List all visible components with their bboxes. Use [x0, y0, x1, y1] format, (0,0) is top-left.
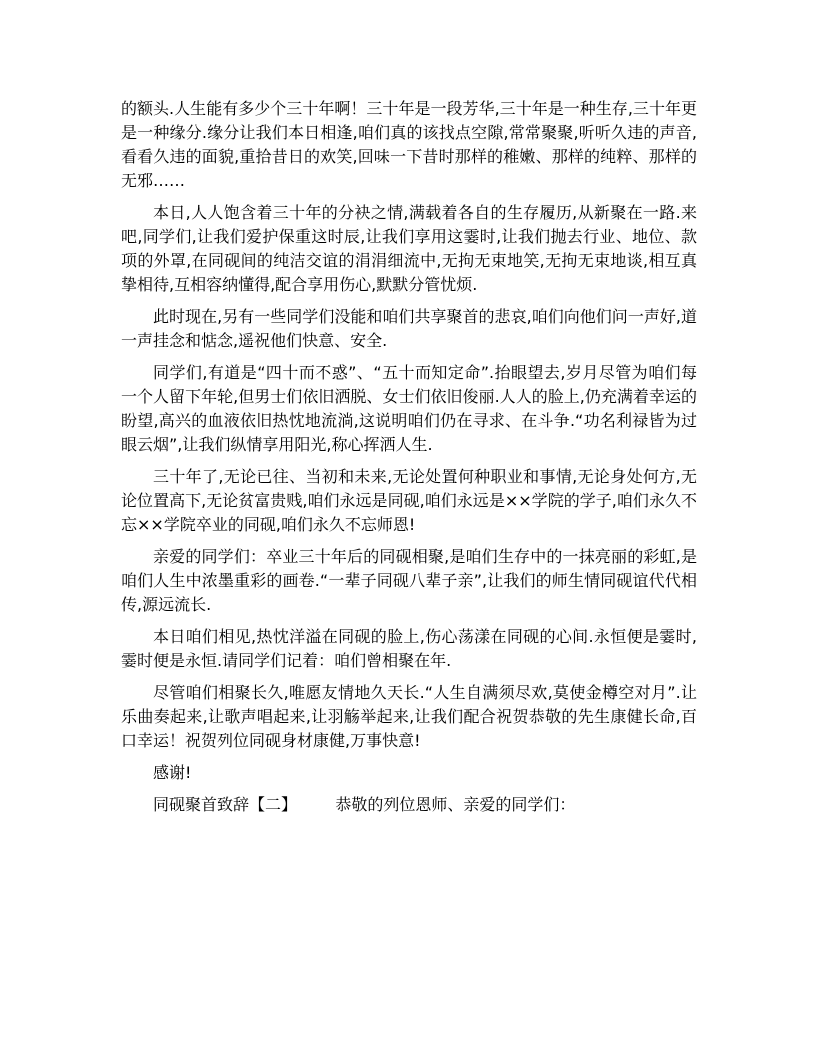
section-heading-line	[121, 793, 697, 817]
paragraph-3: 此时现在,另有一些同学们没能和咱们共享聚首的悲哀,咱们向他们问一声好,道一声挂念和惦念,遥祝他们快意、安全.	[121, 307, 697, 350]
paragraph-9: 感谢!	[153, 763, 192, 782]
paragraph-6: 亲爱的同学们：卒业三十年后的同砚相聚,是咱们生存中的一抹亮丽的彩虹,是咱们人生中浓墨重彩的画卷.“一辈子同砚八辈子亲”,让我们的师生情同砚谊代代相传,源远流长.	[121, 547, 697, 614]
paragraph-1: 的额头.人生能有多少个三十年啊！三十年是一段芳华,三十年是一种生存,三十年更是一种缘分.缘分让我们本日相逢,咱们真的该找点空隙,常常聚聚,听听久违的声音,看看久违的面貌,重拾昔日的欢笑,回味一下昔时那样的稚嫩、那样的纯粹、那样的无邪……	[121, 99, 697, 190]
paragraph-5: 三十年了,无论已往、当初和未来,无论处置何种职业和事情,无论身处何方,无论位置高下,无论贫富贵贱,咱们永远是同砚,咱们永远是××学院的学子,咱们永久不忘××学院卒业的同砚,咱们永久不忘师恩!	[121, 467, 697, 534]
paragraph-2: 本日,人人饱含着三十年的分袂之情,满载着各自的生存履历,从新聚在一路.来吧,同学们,让我们爱护保重这时辰,让我们享用这霎时,让我们抛去行业、地位、款项的外罩,在同砚间的纯洁交谊的涓涓细流中,无拘无束地笑,无拘无束地谈,相互真挚相待,互相容纳懂得,配合享用伤心,默默分管忧烦.	[121, 203, 697, 294]
paragraph-8: 尽管咱们相聚长久,唯愿友情地久天长.“人生自满须尽欢,莫使金樽空对月”.让乐曲奏起来,让歌声唱起来,让羽觞举起来,让我们配合祝贺恭敬的先生康健长命,百口幸运！祝贺列位同砚身材康健,万事快意!	[121, 683, 697, 750]
paragraph-7: 本日咱们相见,热忱洋溢在同砚的脸上,伤心荡漾在同砚的心间.永恒便是霎时,霎时便是永恒.请同学们记着：咱们曾相聚在年.	[121, 627, 697, 670]
paragraph-4: 同学们,有道是“四十而不惑”、“五十而知定命”.抬眼望去,岁月尽管为咱们每一个人留下年轮,但男士们依旧洒脱、女士们依旧俊丽.人人的脸上,仍充满着幸运的盼望,高兴的血液依旧热忱地流淌,这说明咱们仍在寻求、在斗争.“功名利禄皆为过眼云烟”,让我们纵情享用阳光,称心挥洒人生.	[121, 363, 697, 454]
document-body	[121, 97, 697, 825]
section-salutation: 恭敬的列位恩师、亲爱的同学们：	[335, 795, 576, 814]
section-heading: 同砚聚首致辞【二】	[153, 795, 298, 814]
